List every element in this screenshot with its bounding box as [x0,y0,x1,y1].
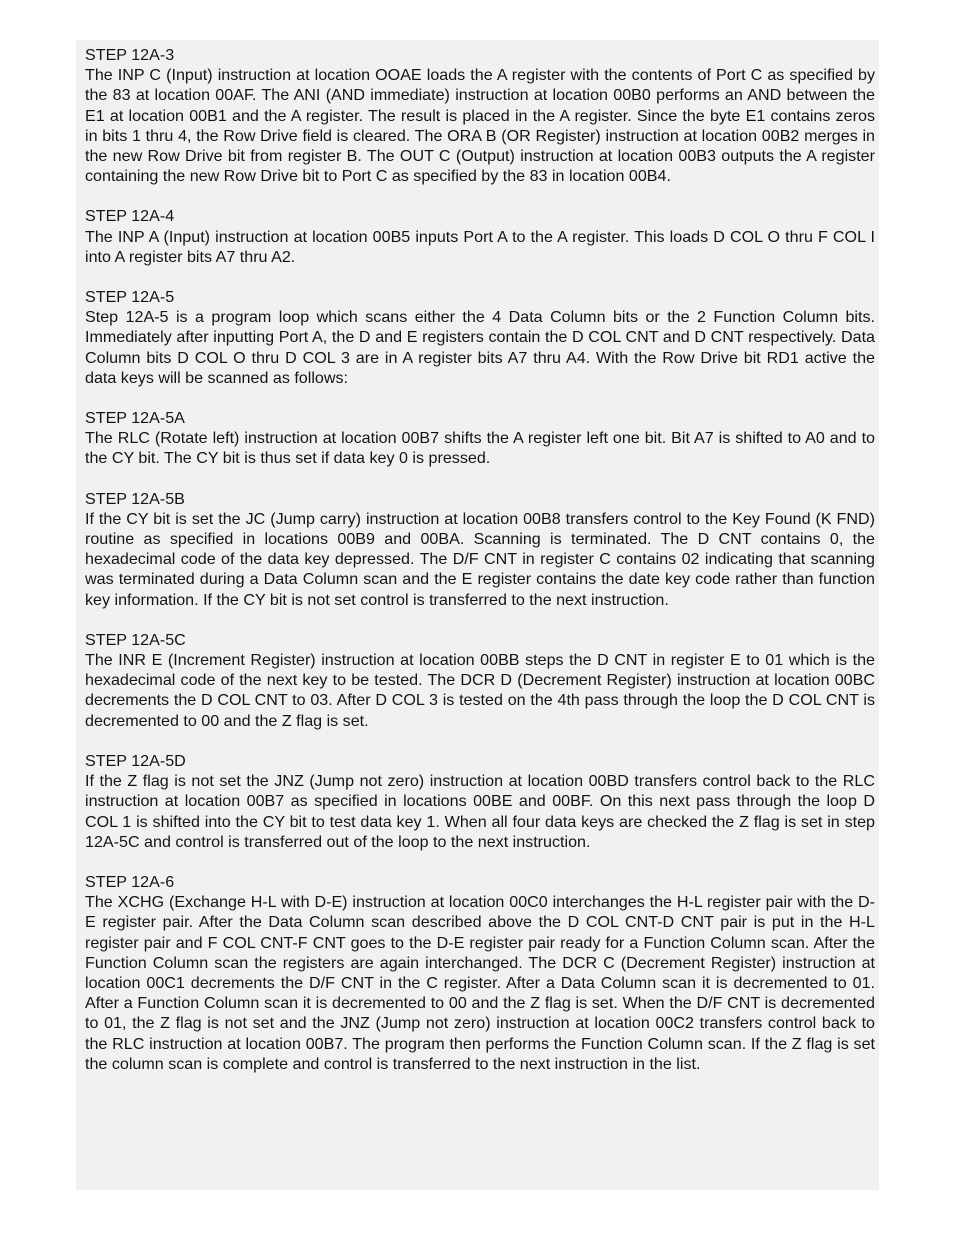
step-12a-6-section [85,872,875,1074]
step-heading: STEP 12A-5D [85,751,186,770]
step-paragraph: If the CY bit is set the JC (Jump carry) instruction at location 00B8 transfers control to the Key Found (K FND) routine as specified in locations 00B9 and 00BA. Scanning is terminated. The D CNT contains 0, the hexadecimal code of the data key depressed. The D/F CNT in register C contains 02 indicating that scanning was terminated during a Data Column scan and the E register contains the date key code rather than function key information. If the CY bit is not set control is transferred to the next instruction. [85,509,875,609]
step-12a-5c-section [85,630,875,731]
step-heading: STEP 12A-5A [85,409,185,428]
document-body [85,45,875,1094]
step-12a-4-section [85,206,875,267]
step-heading: STEP 12A-5 [85,288,175,307]
step-paragraph: The INP A (Input) instruction at location 00B5 inputs Port A to the A register. This loads D COL O thru F COL I into A register bits A7 thru A2. [85,227,875,266]
step-heading: STEP 12A-5C [85,630,186,649]
step-paragraph: If the Z flag is not set the JNZ (Jump not zero) instruction at location 00BD transfers control back to the RLC instruction at location 00B7 as specified in locations 00BE and 00BF. On this next pass through the loop D COL 1 is shifted into the CY bit to test data key 1. When all four data keys are checked the Z flag is set in step 12A-5C and control is transferred out of the loop to the next instruction. [85,772,875,851]
step-12a-5d-section [85,751,875,852]
step-paragraph: The RLC (Rotate left) instruction at location 00B7 shifts the A register left one bit. Bit A7 is shifted to A0 and to the CY bit. The CY bit is thus set if data key 0 is pressed. [85,429,875,468]
step-heading: STEP 12A-6 [85,872,175,891]
step-heading: STEP 12A-4 [85,207,175,226]
step-paragraph: Step 12A-5 is a program loop which scans either the 4 Data Column bits or the 2 Function Column bits. Immediately after inputting Port A, the D and E registers contain the D COL CNT and D CNT respectively. Data Column bits D COL O thru D COL 3 are in A register bits A7 thru A4. With the Row Drive bit RD1 active the data keys will be scanned as follows: [85,308,875,387]
step-paragraph: The XCHG (Exchange H-L with D-E) instruction at location 00C0 interchanges the H-L register pair with the D-E register pair. After the Data Column scan described above the D COL CNT-D CNT pair is put in the H-L register pair and F COL CNT-F CNT goes to the D-E register pair ready for a Function Column scan. After the Function Column scan the registers are again interchanged. The DCR C (Decrement Register) instruction at location 00C1 decrements the D/F CNT in the C register. After a Data Column scan it is decremented to 01. After a Function Column scan it is decremented to 00 and the Z flag is set. When the D/F CNT is decremented to 01, the Z flag is not set and the JNZ (Jump not zero) instruction at location 00C2 transfers control back to the RLC instruction at location 00B7. The program then performs the Function Column scan. If the Z flag is set the column scan is complete and control is transferred to the next instruction in the list. [85,893,875,1073]
step-12a-5b-section [85,489,875,610]
step-12a-5a-section [85,408,875,469]
step-12a-5-section [85,287,875,388]
step-heading: STEP 12A-3 [85,46,175,64]
step-12a-3-section [85,45,875,186]
step-paragraph: The INP C (Input) instruction at location OOAE loads the A register with the contents of Port C as specified by the 83 at location 00AF. The ANI (AND immediate) instruction at location 00B0 performs an AND between the E1 at location 00B1 and the A register. The result is placed in the A register. Since the byte E1 contains zeros in bits 1 thru 4, the Row Drive field is cleared. The ORA B (OR Register) instruction at location 00B2 merges in the new Row Drive bit from register B. The OUT C (Output) instruction at location 00B3 outputs the A register containing the new Row Drive bit to Port C as specified by the 83 in location 00B4. [85,66,875,186]
step-heading: STEP 12A-5B [85,489,185,508]
step-paragraph: The INR E (Increment Register) instruction at location 00BB steps the D CNT in register E to 01 which is the hexadecimal code of the next key to be tested. The DCR D (Decrement Register) instruction at location 00BC decrements the D COL CNT to 03. After D COL 3 is tested on the 4th pass through the loop the D COL CNT is decremented to 00 and the Z flag is set. [85,651,875,730]
